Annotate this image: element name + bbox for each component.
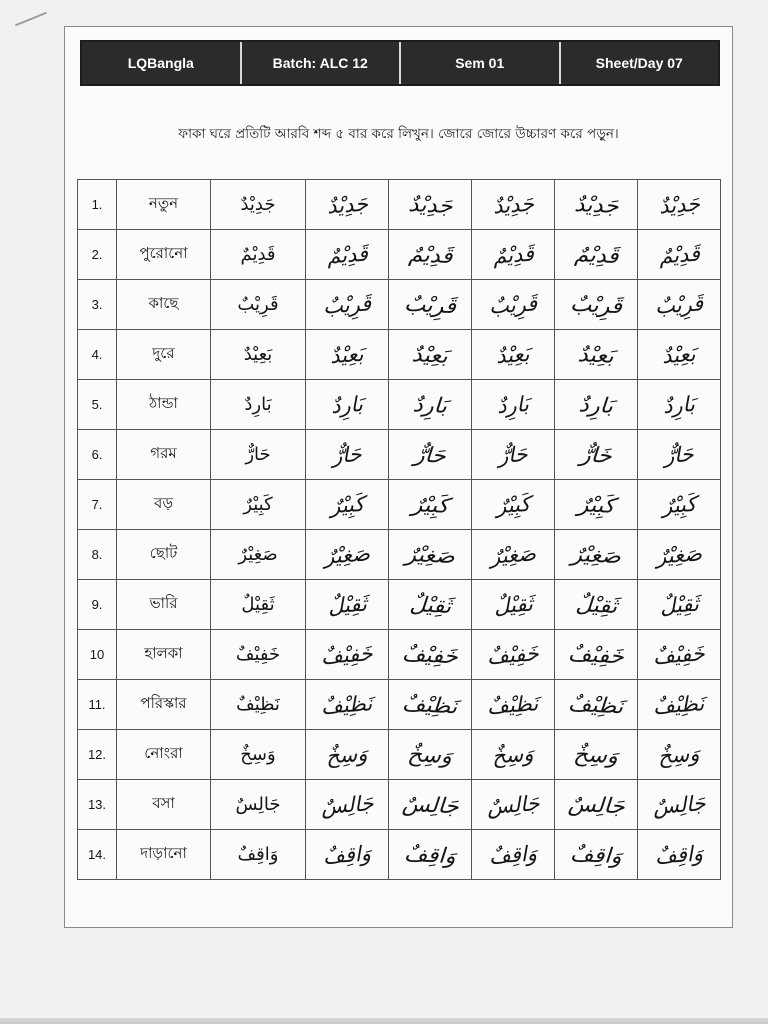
arabic-word: بَعِيْدٌ [211,330,306,380]
handwritten-practice-cell [638,480,721,530]
handwritten-practice-cell-text: نَظِيْفٌ [401,691,459,718]
handwritten-practice-cell [472,380,555,430]
handwritten-practice-cell-text: خَفِيْفٌ [320,640,374,669]
handwritten-practice-cell [555,180,638,230]
handwritten-practice-cell-text: خَارٌّ [579,441,613,468]
worksheet-page [64,26,733,928]
handwritten-practice-cell [389,530,472,580]
handwritten-practice-cell [306,430,389,480]
arabic-word: وَاقِفٌ [211,830,306,880]
handwritten-practice-cell [555,430,638,480]
row-number: 3. [78,280,117,330]
handwritten-practice-cell [306,580,389,630]
handwritten-practice-cell [306,530,389,580]
handwritten-practice-cell-text: بَعِيْدٌ [495,341,531,368]
handwritten-practice-cell [389,280,472,330]
handwritten-practice-cell [306,680,389,730]
handwritten-practice-cell-text: خَفِيْفٌ [567,641,625,668]
handwritten-practice-cell [638,280,721,330]
bengali-word: হালকা [117,630,211,680]
row-number: 12. [78,730,117,780]
handwritten-practice-cell-text: نَظِيْفٌ [567,691,625,718]
handwritten-practice-cell-text: حَارٌّ [663,441,695,468]
row-number: 13. [78,780,117,830]
header-semester: Sem 01 [401,42,561,84]
handwritten-practice-cell [555,230,638,280]
handwritten-practice-cell-text: بَعِيْدٌ [411,341,449,368]
handwritten-practice-cell-text: بَارِدٌ [662,391,696,418]
arabic-word: خَفِيْفٌ [211,630,306,680]
handwritten-practice-cell-text: قَدِيْمٌ [657,241,701,268]
bengali-word: নোংরা [117,730,211,780]
header-sheet-day: Sheet/Day 07 [595,55,683,71]
table-row [78,180,721,230]
bengali-word: দুরে [117,330,211,380]
handwritten-practice-cell-text: جَالِسٌ [567,791,625,818]
handwritten-practice-cell-text: جَالِسٌ [651,790,707,819]
handwritten-practice-cell-text: وَاقِفٌ [322,840,372,869]
handwritten-practice-cell [472,430,555,480]
handwritten-practice-cell [306,180,389,230]
handwritten-practice-cell [472,280,555,330]
handwritten-practice-cell [638,630,721,680]
table-row [78,280,721,330]
handwritten-practice-cell [306,630,389,680]
handwritten-practice-cell-text: جَالِسٌ [401,791,459,818]
handwritten-practice-cell-text: قَرِيْبٌ [488,290,538,319]
table-row [78,380,721,430]
handwritten-practice-cell [389,580,472,630]
handwritten-practice-cell [306,730,389,780]
handwritten-practice-cell-text: خَفِيْفٌ [652,640,706,669]
handwritten-practice-cell [306,330,389,380]
arabic-word: جَالِسٌ [211,780,306,830]
handwritten-practice-cell-text: نَظِيْفٌ [320,690,374,719]
handwritten-practice-cell-text: قَرِيْبٌ [654,290,704,319]
handwritten-practice-cell [389,230,472,280]
handwritten-practice-cell [389,480,472,530]
handwritten-practice-cell-text: كَبِيْرٌ [329,491,365,518]
handwritten-practice-cell [638,680,721,730]
handwritten-practice-cell-text: قَدِيْمٌ [491,241,535,268]
handwritten-practice-cell-text: جَالِسٌ [319,790,375,819]
handwritten-practice-cell [389,180,472,230]
handwritten-practice-cell-text: جَدِيْدٌ [325,191,369,218]
handwritten-practice-cell [306,380,389,430]
handwritten-practice-cell [306,780,389,830]
row-number: 2. [78,230,117,280]
row-number: 11. [78,680,117,730]
handwritten-practice-cell [638,830,721,880]
handwritten-practice-cell-text: بَارِدٌ [496,391,530,418]
handwritten-practice-cell [306,830,389,880]
handwritten-practice-cell [638,730,721,780]
handwritten-practice-cell [389,780,472,830]
handwritten-practice-cell-text: بَارِدٌ [412,391,448,418]
handwritten-practice-cell-text: نَظِيْفٌ [652,690,706,719]
handwritten-practice-cell-text: وَسِخٌ [407,741,453,768]
arabic-word: ثَقِيْلٌ [211,580,306,630]
handwritten-practice-cell-text: ثَقِيْلٌ [574,591,618,618]
table-row [78,230,721,280]
arabic-word: جَدِيْدٌ [211,180,306,230]
handwritten-practice-cell-text: وَسِخٌ [491,741,535,768]
handwritten-practice-cell [638,580,721,630]
handwritten-practice-cell [555,780,638,830]
handwritten-practice-cell [472,730,555,780]
handwritten-practice-cell-text: وَاقِفٌ [569,841,623,868]
handwritten-practice-cell [555,680,638,730]
bengali-word: ছোট [117,530,211,580]
handwritten-practice-cell-text: وَاقِفٌ [654,840,704,869]
handwritten-practice-cell-text: كَبِيْرٌ [410,491,450,518]
handwritten-practice-cell-text: خَفِيْفٌ [486,640,540,669]
handwritten-practice-cell-text: وَاقِفٌ [488,840,538,869]
handwritten-practice-cell-text: صَغِيْرٌ [404,541,456,568]
vocabulary-practice-table [77,179,721,880]
handwritten-practice-cell [472,580,555,630]
handwritten-practice-cell [472,780,555,830]
paper-bottom-edge [0,1018,768,1024]
handwritten-practice-cell-text: ثَقِيْلٌ [492,591,534,618]
handwritten-practice-cell-text: قَرِيْبٌ [569,291,623,318]
table-row [78,580,721,630]
handwritten-practice-cell [555,480,638,530]
row-number: 9. [78,580,117,630]
handwritten-practice-cell-text: نَظِيْفٌ [486,690,540,719]
handwritten-practice-cell-text: حَارٌّ [497,441,529,468]
handwritten-practice-cell-text: جَالِسٌ [485,790,541,819]
handwritten-practice-cell-text: وَسِخٌ [657,741,701,768]
handwritten-practice-cell [472,630,555,680]
handwritten-practice-cell [555,380,638,430]
handwritten-practice-cell [389,830,472,880]
table-row [78,780,721,830]
handwritten-practice-cell [389,330,472,380]
handwritten-practice-cell-text: صَغِيْرٌ [323,540,371,569]
handwritten-practice-cell-text: بَارِدٌ [578,391,614,418]
handwritten-practice-cell-text: ثَقِيْلٌ [658,591,700,618]
handwritten-practice-cell [472,480,555,530]
header-batch: Batch: ALC 12 [242,42,402,84]
handwritten-practice-cell-text: جَدِيْدٌ [491,191,535,218]
bengali-word: ঠান্ডা [117,380,211,430]
handwritten-practice-cell [306,230,389,280]
table-row [78,330,721,380]
handwritten-practice-cell-text: جَدِيْدٌ [573,191,619,218]
row-number: 8. [78,530,117,580]
handwritten-practice-cell-text: قَدِيْمٌ [573,241,619,268]
row-number: 4. [78,330,117,380]
handwritten-practice-cell [472,230,555,280]
table-row [78,830,721,880]
handwritten-practice-cell [555,530,638,580]
arabic-word: نَظِيْفٌ [211,680,306,730]
row-number: 5. [78,380,117,430]
row-number: 6. [78,430,117,480]
handwritten-practice-cell [638,330,721,380]
handwritten-practice-cell [389,380,472,430]
handwritten-practice-cell-text: صَغِيْرٌ [570,541,622,568]
handwritten-practice-cell-text: بَعِيْدٌ [661,341,697,368]
handwritten-practice-cell [638,180,721,230]
handwritten-practice-cell-text: ثَقِيْلٌ [326,591,368,618]
table-row [78,530,721,580]
handwritten-practice-cell [472,530,555,580]
arabic-word: صَغِيْرٌ [211,530,306,580]
handwritten-practice-cell-text: وَسِخٌ [325,741,369,768]
handwritten-practice-cell-text: قَرِيْبٌ [403,291,457,318]
table-row [78,680,721,730]
handwritten-practice-cell-text: كَبِيْرٌ [576,491,616,518]
handwritten-practice-cell [389,430,472,480]
handwritten-practice-cell [306,480,389,530]
table-row [78,630,721,680]
row-number: 14. [78,830,117,880]
bengali-word: কাছে [117,280,211,330]
handwritten-practice-cell-text: صَغِيْرٌ [655,540,703,569]
handwritten-practice-cell-text: وَسِخٌ [573,741,619,768]
handwritten-practice-cell [389,730,472,780]
handwritten-practice-cell-text: كَبِيْرٌ [495,491,531,518]
table-row [78,730,721,780]
bengali-word: গরম [117,430,211,480]
handwritten-practice-cell [555,730,638,780]
handwritten-practice-cell-text: خَفِيْفٌ [401,641,459,668]
instruction-text: ফাকা ঘরে প্রতিটি আরবি শব্দ ৫ বার করে লিখুন। জোরে জোরে উচ্চারণ করে পড়ুন। [178,126,619,142]
handwritten-practice-cell-text: صَغِيْرٌ [489,540,537,569]
handwritten-practice-cell [389,680,472,730]
handwritten-practice-cell-text: جَدِيْدٌ [657,191,701,218]
handwritten-practice-cell [638,230,721,280]
arabic-word: بَارِدٌ [211,380,306,430]
bengali-word: ভারি [117,580,211,630]
handwritten-practice-cell [638,780,721,830]
sheet-header-bar [80,40,720,86]
bengali-word: দাড়ানো [117,830,211,880]
handwritten-practice-cell [555,280,638,330]
handwritten-practice-cell [555,330,638,380]
handwritten-practice-cell [472,830,555,880]
handwritten-practice-cell-text: قَدِيْمٌ [325,241,369,268]
handwritten-practice-cell-text: ثَقِيْلٌ [408,591,452,618]
handwritten-practice-cell [555,830,638,880]
handwritten-practice-cell-text: وَاقِفٌ [403,841,457,868]
pencil-stroke-mark [15,12,47,27]
arabic-word: قَدِيْمٌ [211,230,306,280]
handwritten-practice-cell-text: بَعِيْدٌ [577,341,615,368]
arabic-word: وَسِخٌ [211,730,306,780]
table-row [78,480,721,530]
handwritten-practice-cell-text: حَارٌّ [413,441,447,468]
handwritten-practice-cell [389,630,472,680]
handwritten-practice-cell [555,630,638,680]
bengali-word: পুরোনো [117,230,211,280]
handwritten-practice-cell-text: حَارٌّ [331,441,363,468]
handwritten-practice-cell-text: قَدِيْمٌ [407,241,453,268]
header-brand: LQBangla [82,42,242,84]
handwritten-practice-cell [472,330,555,380]
table-row [78,430,721,480]
handwritten-practice-cell [555,580,638,630]
bengali-word: বড় [117,480,211,530]
handwritten-practice-cell-text: بَارِدٌ [330,391,364,418]
bengali-word: নতুন [117,180,211,230]
handwritten-practice-cell-text: كَبِيْرٌ [661,491,697,518]
handwritten-practice-cell [638,430,721,480]
handwritten-practice-cell-text: قَرِيْبٌ [322,290,372,319]
arabic-word: كَبِيْرٌ [211,480,306,530]
arabic-word: قَرِيْبٌ [211,280,306,330]
arabic-word: حَارٌّ [211,430,306,480]
handwritten-practice-cell-text: بَعِيْدٌ [329,341,365,368]
handwritten-practice-cell [472,180,555,230]
handwritten-practice-cell [638,380,721,430]
handwritten-practice-cell [472,680,555,730]
row-number: 1. [78,180,117,230]
row-number: 7. [78,480,117,530]
handwritten-practice-cell [638,530,721,580]
row-number: 10 [78,630,117,680]
handwritten-practice-cell [306,280,389,330]
bengali-word: বসা [117,780,211,830]
handwritten-practice-cell-text: جَدِيْدٌ [407,191,453,218]
bengali-word: পরিস্কার [117,680,211,730]
